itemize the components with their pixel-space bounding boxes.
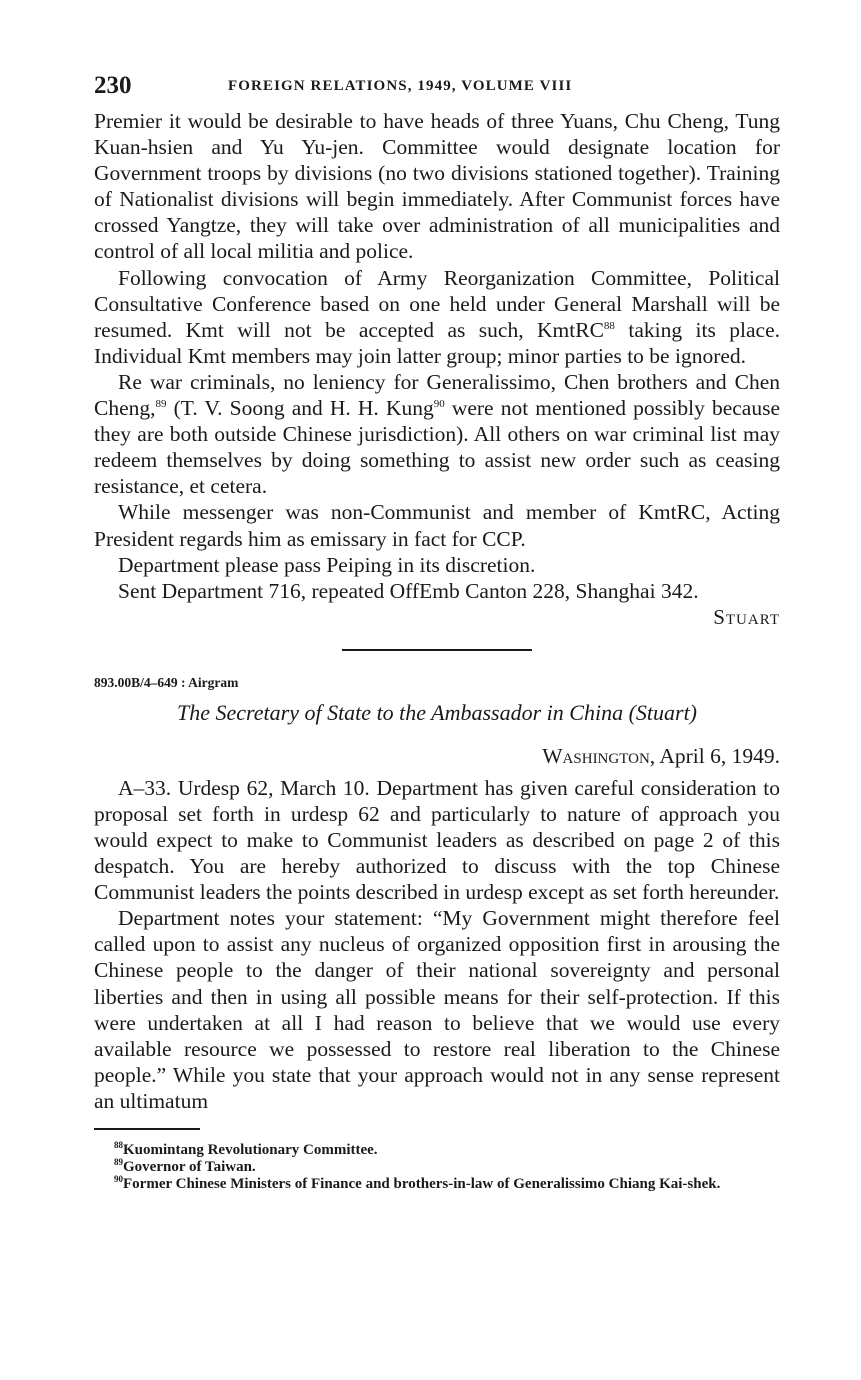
footnote-divider [94, 1128, 200, 1130]
section-divider [342, 649, 532, 651]
page [94, 68, 780, 1193]
footnote-ref: 90 [433, 397, 445, 410]
running-head: FOREIGN RELATIONS, 1949, VOLUME VIII [228, 78, 573, 94]
signature: Stuart [713, 604, 780, 629]
page-header [94, 68, 780, 108]
paragraph: Re war criminals, no leniency for Generalissimo, Chen brothers and Chen Cheng,$^{89}$ (T. V. Soong and H. H. Kung$^{90}$ were not mentioned possibly because they are both outside Chinese jurisdiction). All others on war criminal list may redeem themselves by doing something to assist new order such as ceasing resistance, et cetera. [94, 369, 780, 499]
paragraph: Following convocation of Army Reorganization Committee, Political Consultative Conference based on one held under General Marshall will be resumed. Kmt will not be accepted as such, KmtRC$^{88}$ taking its place. Individual Kmt members may join latter group; minor parties to be ignored. [94, 265, 781, 368]
paragraph: Premier it would be desirable to have heads of three Yuans, Chu Cheng, Tung Kuan-hsien and Yu Yu-jen. Committee would designate location for Government troops by divisions (no two divisions stationed together). Training of Nationalist divisions will begin immediately. After Communist forces have crossed Yangtze, they will take over administration of all municipalities and control of all local militia and police. [94, 109, 780, 264]
footnote: $^{90}$Former Chinese Ministers of Finance and brothers-in-law of Generalissimo Chiang Kai-shek. [114, 1174, 721, 1192]
file-reference: 893.00B/4–649 : Airgram [94, 674, 239, 690]
footnote: $^{88}$Kuomintang Revolutionary Committee. [114, 1140, 378, 1158]
paragraph: Department please pass Peiping in its discretion. [118, 552, 536, 577]
page-number: 230 [94, 72, 132, 99]
paragraph: While messenger was non-Communist and member of KmtRC, Acting President regards him as emissary in fact for CCP. [94, 500, 780, 551]
document-title: The Secretary of State to the Ambassador in China (Stuart) [176, 699, 698, 725]
paragraph: Sent Department 716, repeated OffEmb Canton 228, Shanghai 342. [118, 578, 699, 603]
footnote-ref: 89 [155, 397, 167, 410]
dateline: Washington, April 6, 1949. [542, 743, 780, 768]
paragraph: A–33. Urdesp 62, March 10. Department has given careful consideration to proposal set forth in urdesp 62 and particularly to nature of approach you would expect to make to Communist leaders as described on page 2 of this despatch. You are hereby authorized to discuss with the top Chinese Communist leaders the points described in urdesp except as set forth hereunder. [94, 775, 780, 905]
footnote: $^{89}$Governor of Taiwan. [114, 1157, 256, 1175]
footnote-ref: 88 [603, 319, 615, 332]
paragraph: Department notes your statement: “My Government might therefore feel called upon to assist any nucleus of organized opposition first in arousing the Chinese people to the danger of their national sovereignty and personal liberties and then in using all possible means for their self-protection. If this were undertaken at all I had reason to believe that we would use every available resource we possessed to restore real liberation to the Chinese people.” While you state that your approach would not in any sense represent an ultimatum [94, 906, 780, 1113]
